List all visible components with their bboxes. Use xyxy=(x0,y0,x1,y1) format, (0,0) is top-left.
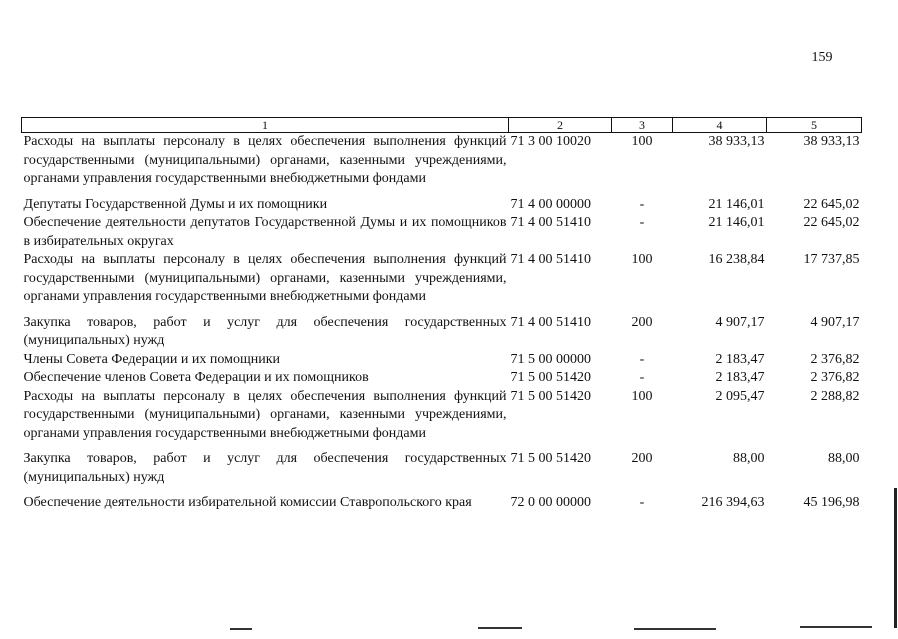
row-value-col5: 38 933,13 xyxy=(803,134,860,149)
table-row xyxy=(22,388,862,444)
scan-edge-mark xyxy=(894,488,897,628)
scan-artifact xyxy=(634,628,716,630)
table-row xyxy=(22,443,862,487)
table-row xyxy=(22,487,862,513)
row-description: Расходы на выплаты персоналу в целях обеспечения выполнения функций государственными (муниципальными) органами, казенными учреждениями, органами управления государственными внебюджетными фондами xyxy=(23,388,507,441)
row-description: Обеспечение деятельности избирательной комиссии Ставропольского края xyxy=(23,495,472,510)
table-row xyxy=(22,251,862,307)
row-value-col4: 21 146,01 xyxy=(708,215,765,230)
row-value-col5: 2 376,82 xyxy=(810,370,860,385)
row-description: Расходы на выплаты персоналу в целях обеспечения выполнения функций государственными (муниципальными) органами, казенными учреждениями, органами управления государственными внебюджетными фондами xyxy=(23,134,507,186)
row-value-col5: 88,00 xyxy=(828,451,860,466)
row-value-col5: 17 737,85 xyxy=(803,252,860,267)
row-code: 71 5 00 51420 xyxy=(510,451,591,466)
row-value-col5: 22 645,02 xyxy=(803,196,860,212)
column-header: 5 xyxy=(767,118,862,133)
row-code: 71 4 00 51410 xyxy=(510,215,591,230)
row-code: 71 5 00 51420 xyxy=(510,388,591,404)
table-row xyxy=(22,133,862,189)
table-row xyxy=(22,307,862,351)
table-row xyxy=(22,214,862,251)
row-code: 72 0 00 00000 xyxy=(510,495,591,510)
row-description: Депутаты Государственной Думы и их помощники xyxy=(23,196,328,212)
row-value-col5: 2 288,82 xyxy=(810,388,860,404)
row-value-col4: 2 095,47 xyxy=(715,388,765,404)
row-description: Члены Совета Федерации и их помощники xyxy=(23,351,281,367)
row-description: Закупка товаров, работ и услуг для обеспечения государственных (муниципальных) нужд xyxy=(23,451,507,485)
column-header: 1 xyxy=(22,118,509,133)
budget-table xyxy=(21,117,862,513)
row-value-col4: 16 238,84 xyxy=(708,252,765,267)
row-value-col5: 45 196,98 xyxy=(803,495,860,510)
row-value-col4: 4 907,17 xyxy=(715,314,765,330)
row-type: 200 xyxy=(631,451,653,466)
row-code: 71 4 00 51410 xyxy=(510,314,591,330)
row-type: 200 xyxy=(631,314,653,330)
row-value-col4: 2 183,47 xyxy=(715,370,765,385)
row-description: Закупка товаров, работ и услуг для обеспечения государственных (муниципальных) нужд xyxy=(23,314,507,348)
column-header: 2 xyxy=(509,118,612,133)
row-value-col5: 2 376,82 xyxy=(810,351,860,367)
row-code: 71 5 00 00000 xyxy=(510,351,591,367)
row-code: 71 3 00 10020 xyxy=(510,134,591,149)
row-description: Обеспечение деятельности депутатов Государственной Думы и их помощников в избирательных округах xyxy=(23,215,507,249)
row-value-col4: 2 183,47 xyxy=(715,351,765,367)
row-type: 100 xyxy=(631,134,653,149)
row-value-col4: 216 394,63 xyxy=(701,495,765,510)
row-type: - xyxy=(639,495,645,510)
table-row xyxy=(22,189,862,215)
page-number: 159 xyxy=(811,50,833,65)
scan-artifact xyxy=(230,628,252,630)
row-type: - xyxy=(639,370,645,385)
row-value-col4: 38 933,13 xyxy=(708,134,765,149)
table-row xyxy=(22,351,862,370)
table-row xyxy=(22,369,862,388)
row-value-col5: 22 645,02 xyxy=(803,215,860,230)
row-type: - xyxy=(639,196,645,212)
scan-artifact xyxy=(800,626,872,628)
row-value-col5: 4 907,17 xyxy=(810,314,860,330)
row-type: - xyxy=(639,215,645,230)
row-code: 71 5 00 51420 xyxy=(510,370,591,385)
row-code: 71 4 00 00000 xyxy=(510,196,591,212)
row-type: - xyxy=(639,351,645,367)
row-code: 71 4 00 51410 xyxy=(510,252,591,267)
row-description: Обеспечение членов Совета Федерации и их помощников xyxy=(23,370,369,385)
column-header: 3 xyxy=(612,118,673,133)
table-header-row xyxy=(22,118,862,133)
scan-artifact xyxy=(478,627,522,629)
row-type: 100 xyxy=(631,388,653,404)
row-description: Расходы на выплаты персоналу в целях обеспечения выполнения функций государственными (муниципальными) органами, казенными учреждениями, органами управления государственными внебюджетными фондами xyxy=(23,252,507,304)
row-type: 100 xyxy=(631,252,653,267)
row-value-col4: 21 146,01 xyxy=(708,196,765,212)
row-value-col4: 88,00 xyxy=(733,451,765,466)
column-header: 4 xyxy=(673,118,767,133)
